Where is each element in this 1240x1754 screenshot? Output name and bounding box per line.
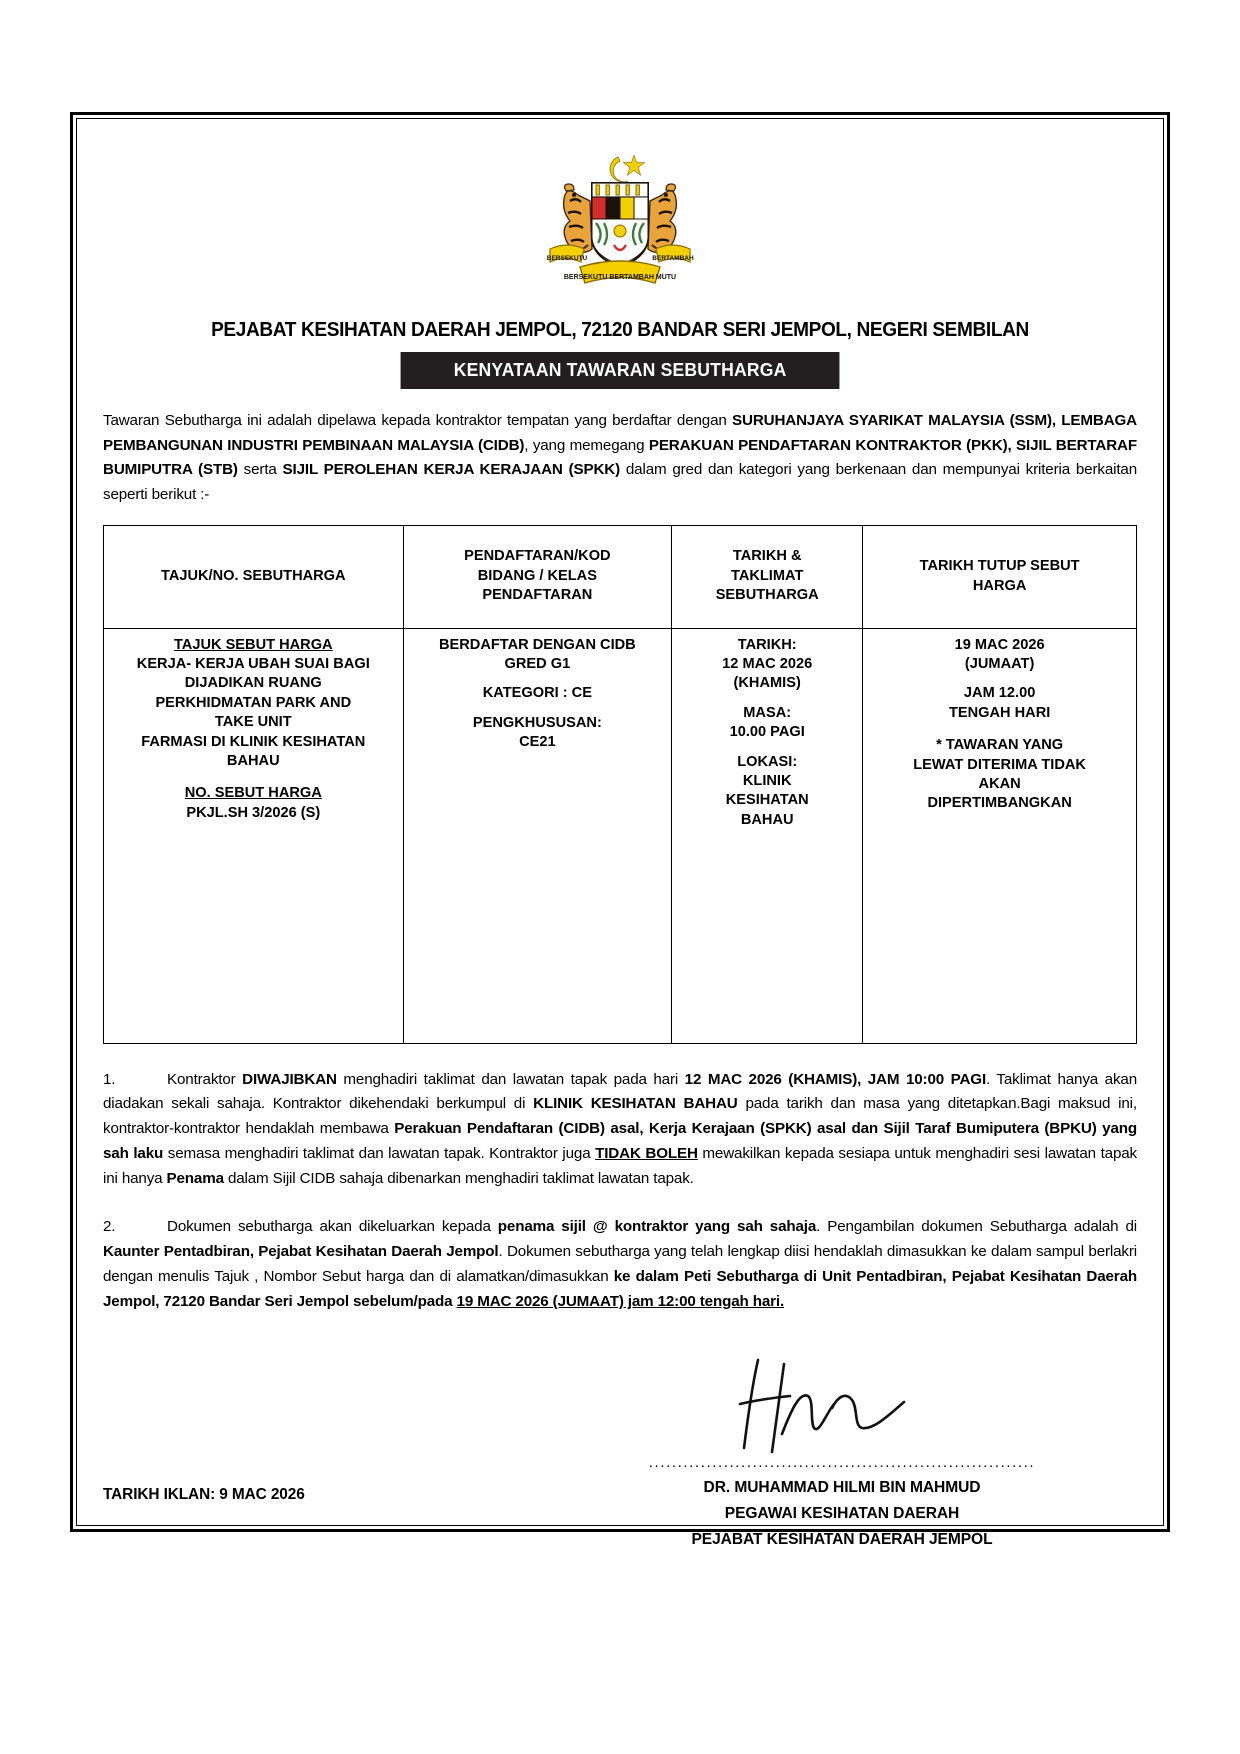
clause-text-fragment: dalam Sijil CIDB sahaja dibenarkan menghadiri taklimat lawatan tapak. [223, 1169, 694, 1187]
tajuk-line: PERKHIDMATAN PARK AND [155, 694, 352, 711]
signatory-details [547, 1475, 1137, 1552]
clause-1 [103, 1068, 1137, 1192]
clause-text-fragment: Kontraktor [167, 1070, 243, 1088]
clause-text-fragment: . Taklimat hanya akan diadakan sekali sahaja. Kontraktor dikehendaki berkumpul di [103, 1070, 1137, 1113]
header-line: TAJUK/NO. SEBUTHARGA [160, 567, 346, 584]
signature-block [547, 1366, 1137, 1552]
clause-text-fragment: . Pengambilan dokumen Sebutharga adalah di [816, 1218, 1137, 1236]
column-header-tarikh-taklimat [672, 525, 863, 628]
svg-text:BERSEKUTU: BERSEKUTU [546, 255, 588, 262]
tajuk-line: DIJADIKAN RUANG [184, 675, 322, 692]
clause-text-fragment: . Dokumen sebutharga yang telah lengkap diisi hendaklah dimasukkan ke dalam sampul berlakri dengan menulis Tajuk , Nombor Sebut harga dan di alamatkan/dimasukkan [103, 1243, 1137, 1285]
masa-value: 10.00 PAGI [729, 724, 805, 741]
tarikh-iklan: TARIKH IKLAN: 9 MAC 2026 [103, 1486, 305, 1504]
header-line: HARGA [972, 577, 1027, 594]
clause-2-number: 2. [103, 1218, 116, 1236]
tarikh-day: (KHAMIS) [733, 675, 801, 692]
intro-text-b: SURUHANJAYA SYARIKAT MALAYSIA (SSM), LEMBAGA PEMBANGUNAN INDUSTRI PEMBINAAN MALAYSIA (CIDB) [103, 412, 1137, 454]
intro-text-a: Tawaran Sebutharga ini adalah dipelawa kepada kontraktor tempatan yang berdaftar dengan [103, 412, 733, 429]
spacer [676, 694, 858, 704]
clause-text-fragment: 19 MAC 2026 (JUMAAT) jam 12:00 tengah hari. [456, 1292, 785, 1310]
spacer [676, 743, 858, 753]
clause-text-fragment: TIDAK BOLEH [595, 1144, 698, 1162]
table-header-row [104, 525, 1137, 628]
lokasi-line: BAHAU [740, 811, 794, 828]
coat-of-arms-container [103, 149, 1137, 304]
signature-dotted-line: ................................................................... [648, 1454, 1036, 1472]
signatory-office: PEJABAT KESIHATAN DAERAH JEMPOL [691, 1530, 993, 1548]
pengkhususan-label: PENGKHUSUSAN: [472, 714, 602, 731]
clause-text-fragment: Dokumen sebutharga akan dikeluarkan kepada [167, 1218, 498, 1236]
closing-time: JAM 12.00 [963, 685, 1036, 702]
tajuk-line: TAKE UNIT [214, 714, 292, 731]
header-line: TARIKH TUTUP SEBUT [919, 558, 1080, 575]
clause-text-fragment: Perakuan Pendaftaran (CIDB) asal, Kerja Kerajaan (SPKK) asal dan Sijil Taraf Bumiputera (BPKU) yang sah laku [103, 1120, 1137, 1162]
document-footer [103, 1366, 1137, 1576]
document-page [70, 112, 1170, 1548]
tarikh-value: 12 MAC 2026 [722, 655, 813, 672]
header-line: TARIKH & [732, 548, 802, 565]
notice-banner-title: KENYATAAN TAWARAN SEBUTHARGA [400, 352, 839, 389]
spacer [108, 771, 399, 784]
malaysia-coat-of-arms-icon [530, 149, 710, 304]
clause-text-fragment: ke dalam Peti Sebutharga di Unit Pentadbiran, Pejabat Kesihatan Daerah Jempol, 72120 Bandar Seri Jempol sebelum/pada [103, 1267, 1137, 1310]
handwritten-signature-icon [722, 1352, 952, 1467]
tajuk-line: BAHAU [226, 752, 280, 769]
closing-time-label: TENGAH HARI [948, 704, 1051, 721]
table-row [104, 628, 1137, 1043]
document-inner-border [76, 118, 1164, 1548]
header-line: PENDAFTARAN [482, 587, 593, 604]
clause-text-fragment: pada tarikh dan masa yang ditetapkan.Bagi maksud ini, kontraktor-kontraktor hendaklah membawa [103, 1095, 1137, 1138]
office-title: PEJABAT KESIHATAN DAERAH JEMPOL, 72120 BANDAR SERI JEMPOL, NEGERI SEMBILAN [211, 318, 1029, 341]
clause-1-body [103, 1071, 1137, 1187]
spacer [408, 704, 668, 714]
header-line: PENDAFTARAN/KOD [464, 548, 611, 565]
no-sebut-harga-value: PKJL.SH 3/2026 (S) [186, 804, 321, 821]
tarikh-label: TARIKH: [737, 636, 797, 653]
lokasi-label: LOKASI: [737, 753, 798, 770]
late-note-line: * TAWARAN YANG [936, 737, 1064, 754]
intro-text-e: serta [237, 461, 283, 479]
column-header-tarikh-tutup [863, 525, 1137, 628]
signatory-position: PEGAWAI KESIHATAN DAERAH [724, 1505, 960, 1523]
header-line: TAKLIMAT [730, 567, 804, 584]
column-header-pendaftaran [403, 525, 672, 628]
kategori-line: KATEGORI : CE [482, 685, 592, 702]
intro-text-f: SIJIL PEROLEHAN KERJA KERAJAAN (SPKK) [282, 461, 621, 479]
spacer [867, 674, 1132, 684]
clause-2-body [103, 1218, 1137, 1309]
clause-2 [103, 1215, 1137, 1314]
pengkhususan-value: CE21 [519, 734, 556, 751]
gred-line: GRED G1 [504, 655, 571, 672]
closing-day: (JUMAAT) [964, 655, 1035, 672]
cell-tarikh-tutup [863, 628, 1137, 1043]
clause-text-fragment: menghadiri taklimat dan lawatan tapak pada hari [336, 1070, 685, 1088]
no-sebut-harga-label: NO. SEBUT HARGA [184, 785, 322, 802]
spacer [867, 723, 1132, 736]
clause-text-fragment: DIWAJIBKAN [242, 1070, 337, 1088]
late-note-line: AKAN [978, 775, 1021, 792]
clause-text-fragment: mewakilkan kepada sesiapa untuk menghadiri sesi lawatan tapak ini hanya [103, 1144, 1137, 1187]
tajuk-sebut-harga-label: TAJUK SEBUT HARGA [173, 636, 333, 653]
svg-text:BERTAMBAH: BERTAMBAH [652, 255, 694, 262]
intro-text-g: dalam gred dan kategori yang berkenaan dan mempunyai kriteria berkaitan seperti berikut :- [103, 461, 1138, 503]
banner-row [103, 352, 1137, 389]
masa-label: MASA: [743, 704, 792, 721]
closing-date: 19 MAC 2026 [954, 636, 1045, 653]
intro-text-c: , yang memegang [524, 436, 649, 454]
header-line: BIDANG / KELAS [477, 567, 597, 584]
cidb-line: BERDAFTAR DENGAN CIDB [438, 636, 636, 653]
late-note-line: LEWAT DITERIMA TIDAK [913, 756, 1086, 773]
clause-1-number: 1. [103, 1070, 116, 1088]
cell-tajuk-no-sebutharga [104, 628, 404, 1043]
clause-text-fragment: 12 MAC 2026 (KHAMIS), JAM 10:00 PAGI [684, 1070, 987, 1088]
intro-text-d: PERAKUAN PENDAFTARAN KONTRAKTOR (PKK), SIJIL BERTARAF BUMIPUTRA (STB) [103, 436, 1137, 479]
tender-details-table [103, 525, 1137, 1044]
cell-tarikh-taklimat [672, 628, 863, 1043]
signatory-name: DR. MUHAMMAD HILMI BIN MAHMUD [703, 1479, 981, 1497]
clause-text-fragment: semasa menghadiri taklimat dan lawatan tapak. Kontraktor juga [163, 1144, 596, 1162]
clause-text-fragment: Kaunter Pentadbiran, Pejabat Kesihatan Daerah Jempol [103, 1243, 499, 1261]
tajuk-line: FARMASI DI KLINIK KESIHATAN [141, 733, 366, 750]
clause-text-fragment: penama sijil @ kontraktor yang sah sahaja [497, 1218, 817, 1236]
header-line: SEBUTHARGA [715, 587, 819, 604]
lokasi-line: KLINIK [742, 772, 792, 789]
svg-text:BERSEKUTU BERTAMBAH MUTU: BERSEKUTU BERTAMBAH MUTU [563, 274, 677, 281]
late-note-line: DIPERTIMBANGKAN [927, 795, 1072, 812]
column-header-tajuk [104, 525, 404, 628]
clause-text-fragment: Penama [166, 1169, 224, 1187]
lokasi-line: KESIHATAN [725, 792, 809, 809]
tajuk-line: KERJA- KERJA UBAH SUAI BAGI [136, 655, 370, 672]
cell-pendaftaran-kod [403, 628, 672, 1043]
intro-paragraph [103, 409, 1137, 508]
spacer [408, 674, 668, 684]
clause-text-fragment: KLINIK KESIHATAN BAHAU [533, 1095, 738, 1113]
